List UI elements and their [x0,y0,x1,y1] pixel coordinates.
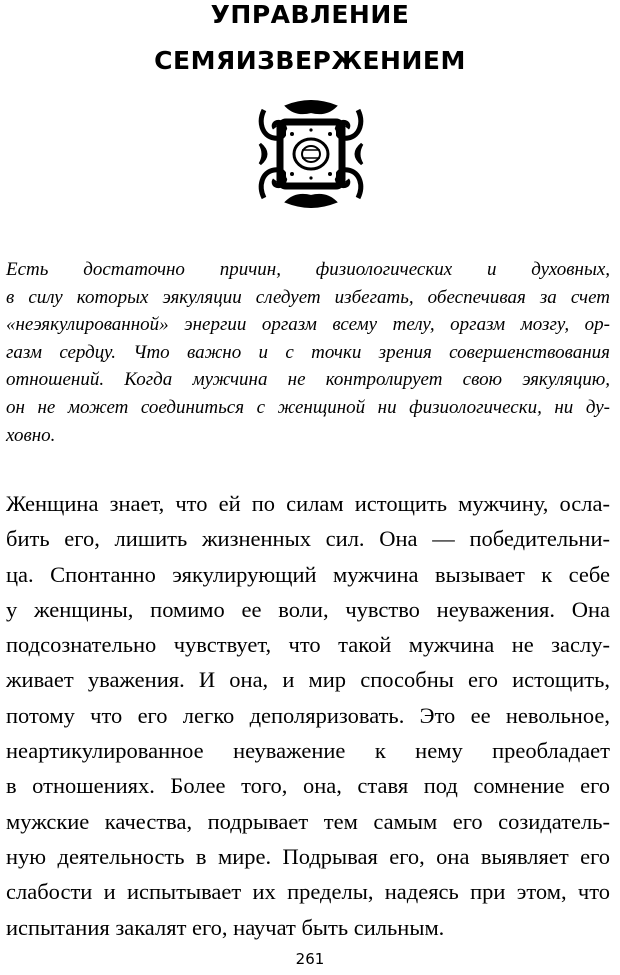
epigraph-line: он не может соединиться с женщиной ни физиологически, ни ду- [6,396,610,418]
body-line: потому что его легко деполяризовать. Это ее невольное, [6,702,610,728]
epigraph-line: отношений. Когда мужчина не контролирует свою эякуляцию, [6,369,610,391]
body-line: неартикулированное неуважение к нему преобладает [6,738,610,764]
epigraph-line: Есть достаточно причин, физиологических и духовных, [6,259,610,280]
body-line: ца. Спонтанно эякулирующий мужчина вызывает к себе [6,561,610,587]
body-paragraph [6,486,610,945]
body-line: бить его, лишить жизненных сил. Она — победительни- [6,526,610,552]
epigraph-line: ховно. [6,424,56,446]
body-line: живает уважения. И она, и мир способны его истощить, [6,667,610,693]
ornamental-vignette-icon [256,100,366,208]
chapter-title-line-1: УПРАВЛЕНИЕ [210,0,410,29]
body-line: Женщина знает, что ей по силам истощить мужчину, осла- [6,491,610,516]
body-line: испытания закалят его, научат быть сильным. [6,914,445,940]
page-number: 261 [295,950,325,968]
chapter-title-line-2: СЕМЯИЗВЕРЖЕНИЕМ [154,46,466,75]
body-line: ную деятельность в мире. Подрывая его, она выявляет его [6,843,610,869]
epigraph-line: газм сердцу. Что важно и с точки зрения совершенствования [6,341,610,363]
epigraph [6,256,610,449]
body-line: в отношениях. Более того, она, ставя под сомнение его [6,773,610,799]
body-line: мужские качества, подрывает тем самым его созидатель- [6,808,610,834]
body-line: слабости и испытывает их пределы, надеясь при этом, что [6,879,610,905]
body-line: подсознательно чувствует, что такой мужчина не заслу- [6,632,610,658]
epigraph-line: в силу которых эякуляции следует избегать, обеспечивая за счет [6,286,610,308]
body-line: у женщины, помимо ее воли, чувство неуважения. Она [6,596,610,622]
epigraph-line: «неэякулированной» энергии оргазм всему телу, оргазм мозгу, ор- [6,314,610,336]
